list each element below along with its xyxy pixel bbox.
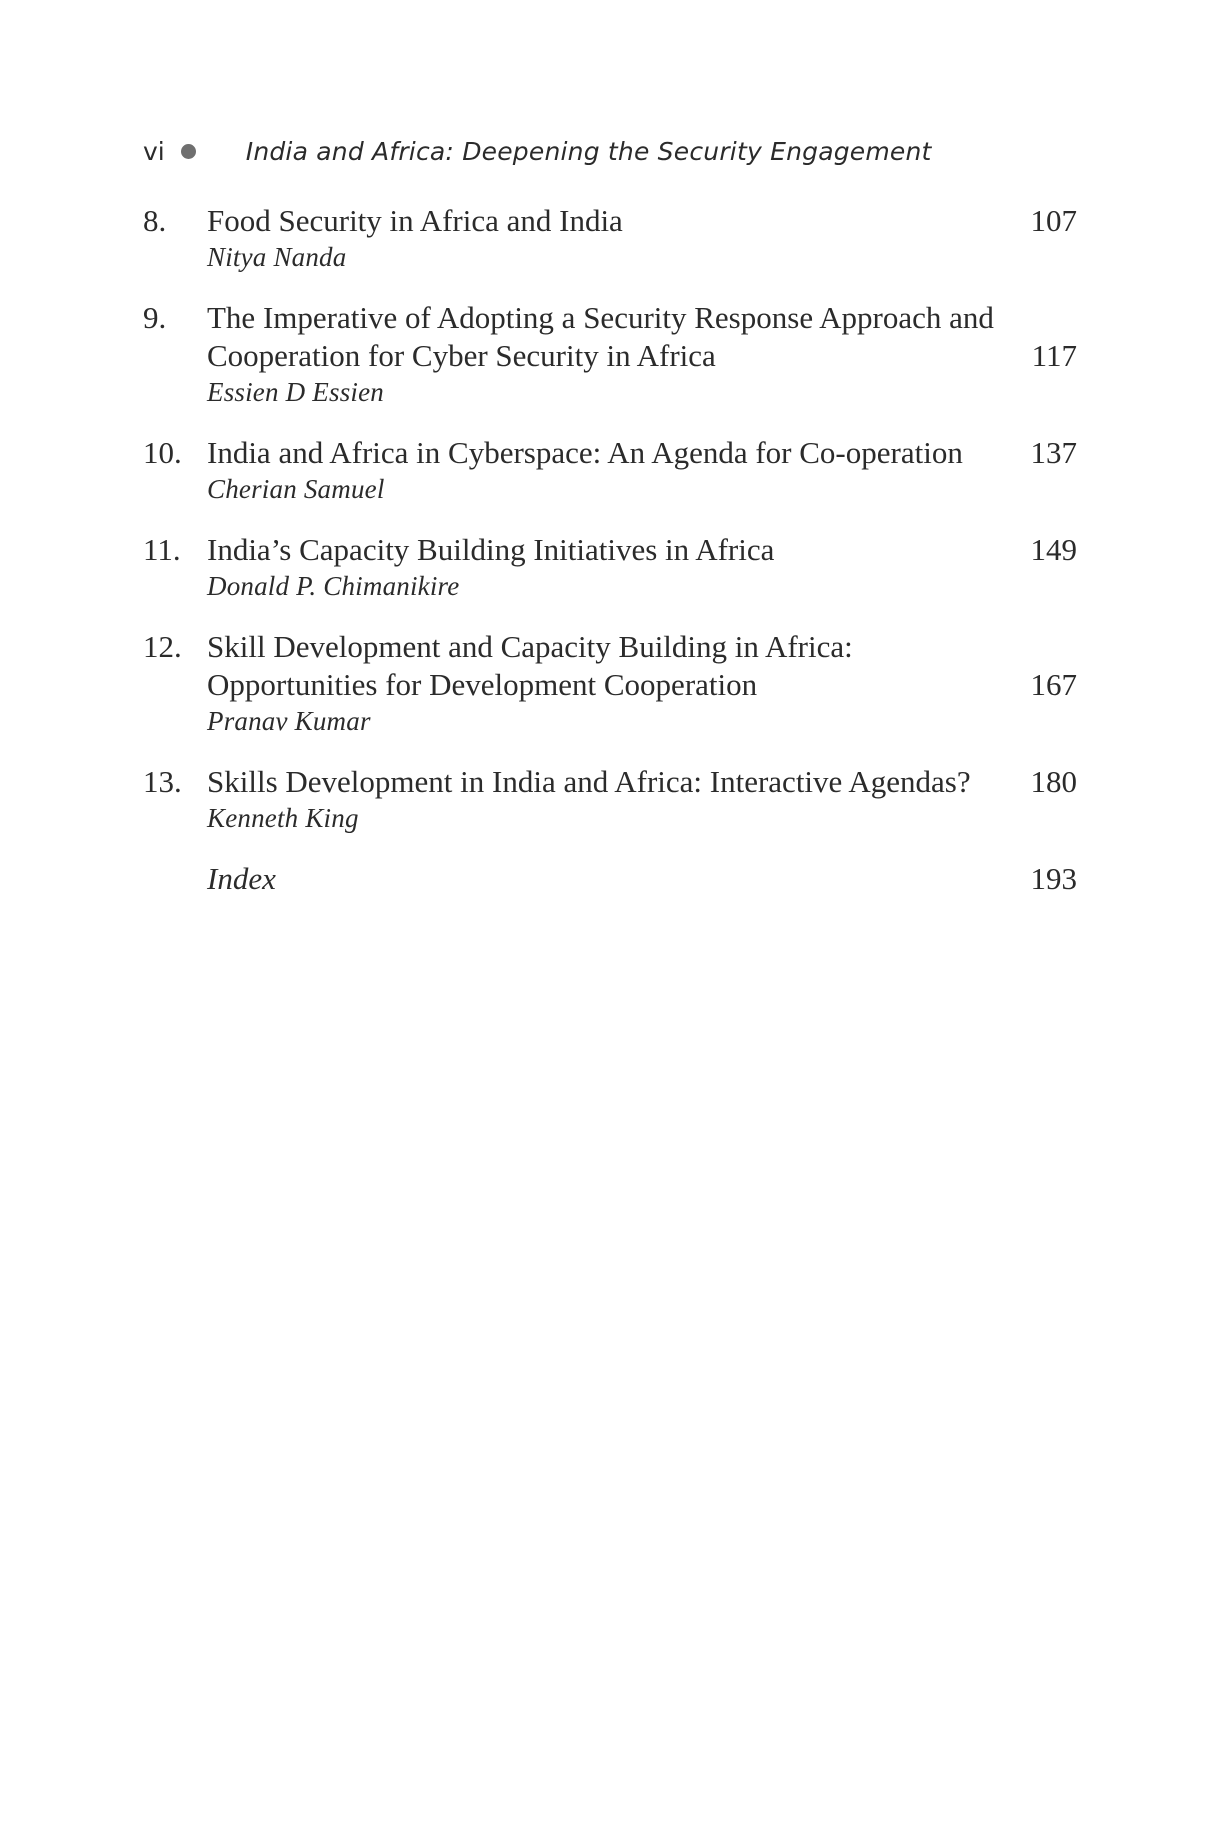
running-head (143, 131, 932, 171)
bullet-icon (181, 144, 196, 159)
toc-entry-index (143, 860, 1077, 898)
chapter-author: Kenneth King (207, 803, 359, 833)
chapter-title-line-1: The Imperative of Adopting a Security Response Approach and (207, 300, 994, 335)
chapter-title: India and Africa in Cyberspace: An Agenda for Co-operation (207, 435, 963, 470)
chapter-author: Essien D Essien (207, 377, 384, 407)
chapter-title: Skills Development in India and Africa: Interactive Agendas? (207, 764, 971, 799)
toc-entry-9 (143, 299, 1077, 409)
toc-entry-13 (143, 763, 1077, 835)
toc-entry-12 (143, 628, 1077, 738)
toc-entry-8 (143, 202, 1077, 274)
chapter-page-number: 149 (1030, 532, 1077, 567)
toc-entry-11 (143, 531, 1077, 603)
chapter-author: Donald P. Chimanikire (207, 571, 460, 601)
chapter-author: Nitya Nanda (207, 242, 347, 272)
chapter-number: 11. (143, 532, 181, 567)
page-folio: vi (143, 136, 165, 166)
chapter-page-number: 107 (1030, 203, 1077, 238)
chapter-page-number: 167 (1030, 667, 1077, 702)
chapter-title-line-2: Opportunities for Development Cooperation (207, 667, 758, 702)
chapter-title-line-2: Cooperation for Cyber Security in Africa (207, 338, 716, 373)
chapter-number: 12. (143, 629, 182, 664)
chapter-title: Food Security in Africa and India (207, 203, 623, 238)
index-page-number: 193 (1030, 861, 1077, 896)
chapter-title: India’s Capacity Building Initiatives in Africa (207, 532, 775, 567)
index-title: Index (207, 861, 276, 896)
running-head-title: India and Africa: Deepening the Security Engagement (245, 136, 932, 166)
table-of-contents (143, 202, 1077, 923)
chapter-page-number: 180 (1030, 764, 1077, 799)
chapter-number: 13. (143, 764, 182, 799)
chapter-number: 10. (143, 435, 182, 470)
chapter-author: Pranav Kumar (207, 706, 371, 736)
chapter-author: Cherian Samuel (207, 474, 385, 504)
chapter-page-number: 137 (1030, 435, 1077, 470)
chapter-page-number: 117 (1031, 338, 1077, 373)
chapter-number: 8. (143, 203, 167, 238)
toc-entry-10 (143, 434, 1077, 506)
chapter-title-line-1: Skill Development and Capacity Building in Africa: (207, 629, 853, 664)
chapter-number: 9. (143, 300, 167, 335)
